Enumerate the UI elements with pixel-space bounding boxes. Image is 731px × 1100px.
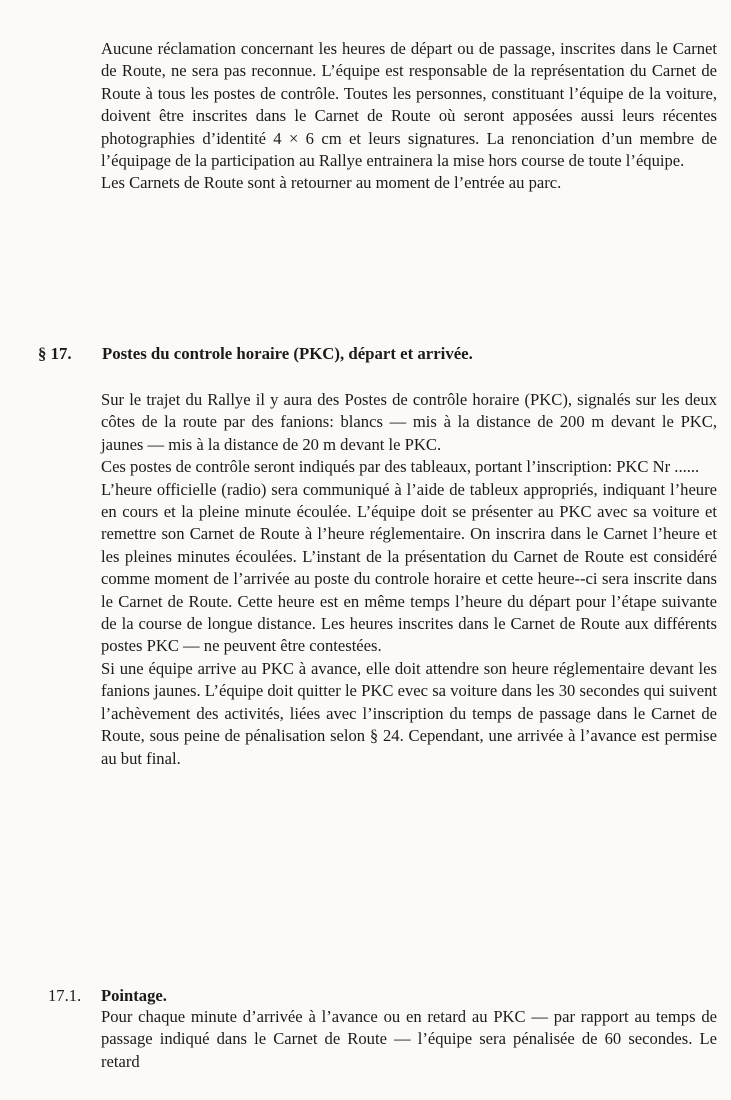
paragraph: Sur le trajet du Rallye il y aura des Postes de contrôle horaire (PKC), signalés sur les deux côtes de la route par des fanions: blancs — mis à la distance de 200 m devant le PKC, jaunes — mis à la distance de 20 m devant le PKC. xyxy=(101,390,717,454)
paragraph: Si une équipe arrive au PKC à avance, elle doit attendre son heure réglementaire devant les fanions jaunes. L’équipe doit quitter le PKC evec sa voiture dans les 30 secondes qui suivent l’achèvement des activités, liées avec l’inscription du temps de passage dans le Carnet de Route, sous peine de pénalisation selon § 24. Cependant, une arrivée à l’avance est permise au but final. xyxy=(101,658,717,768)
intro-text xyxy=(101,38,717,195)
section-text xyxy=(101,389,717,770)
subsection-text xyxy=(101,1006,717,1073)
paragraph: L’heure officielle (radio) sera communiqué à l’aide de tableux appropriés, indiquant l’heure en cours et la pleine minute écoulée. L’équipe doit se présenter au PKC avec sa voiture et remettre son Carnet de Route à l’heure réglementaire. On inscrira dans le Carnet l’heure et les pleines minutes écoulées. L’instant de la présentation du Carnet de Route est considéré comme moment de l’arrivée au poste du controle horaire et cette heure--ci sera inscrite dans le Carnet de Route. Cette heure est en même temps l’heure du départ pour l’étape suivante de la course de longue distance. Les heures inscrites dans le Carnet de Route aux différents postes PKC — ne peuvent être contestées. xyxy=(101,479,717,656)
section-heading xyxy=(38,343,718,365)
section-number: § 17. xyxy=(38,344,72,363)
subsection-number: 17.1. xyxy=(48,986,82,1005)
section-title: Postes du controle horaire (PKC), départ et arrivée. xyxy=(102,344,473,363)
paragraph: Pour chaque minute d’arrivée à l’avance ou en retard au PKC — par rapport au temps de passage indiqué dans le Carnet de Route — l’équipe sera pénalisée de 60 secondes. Le retard xyxy=(101,1007,717,1071)
paragraph: Ces postes de contrôle seront indiqués par des tableaux, portant l’inscription: PKC Nr ...... xyxy=(101,457,700,477)
subsection-heading xyxy=(48,985,718,1007)
subsection-title: Pointage. xyxy=(101,986,167,1005)
paragraph: Les Carnets de Route sont à retourner au moment de l’entrée au parc. xyxy=(101,173,562,193)
paragraph: Aucune réclamation concernant les heures de départ ou de passage, inscrites dans le Carnet de Route, ne sera pas reconnue. L’équipe est responsable de la représentation du Carnet de Route à tous les postes de contrôle. Toutes les personnes, constituant l’équipe de la voiture, doivent être inscrites dans le Carnet de Route où seront apposées aussi leurs récentes photographies d’identité 4 × 6 cm et leurs signatures. La renonciation d’un membre de l’équipage de la participation au Rallye entrainera la mise hors course de toute l’équipe. xyxy=(101,39,717,171)
